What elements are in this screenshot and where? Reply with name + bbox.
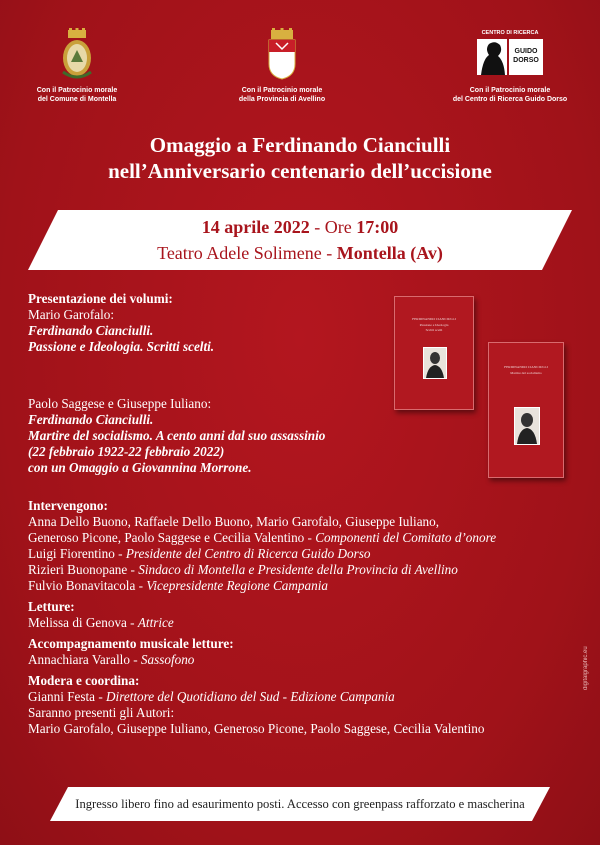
- music-heading: Accompagnamento musicale letture:: [28, 636, 234, 651]
- patron-line-2: della Provincia di Avellino: [238, 96, 326, 103]
- centro-dorso-logo: [475, 28, 545, 80]
- readings-name: Melissa di Genova -: [28, 615, 138, 630]
- moderation-line: [28, 689, 568, 705]
- vol2-authors: Paolo Saggese e Giuseppe Iuliano:: [28, 396, 212, 411]
- speakers-line-4-role: Sindaco di Montella e Presidente della Provincia di Avellino: [138, 562, 458, 577]
- book2-title-2: Martire del socialismo: [510, 371, 542, 375]
- speakers-line-3-role: Presidente del Centro di Ricerca Guido Dorso: [125, 546, 371, 561]
- vol1-title-2: Passione e Ideologia. Scritti scelti.: [28, 339, 215, 354]
- event-place: Montella (Av): [336, 243, 443, 263]
- vol2-title-3: (22 febbraio 1922-22 febbraio 2022): [28, 444, 225, 459]
- vol2-title-4: con un Omaggio a Giovannina Morrone.: [28, 460, 252, 475]
- book1-title-1: FERDINANDO CIANCIULLI: [412, 317, 456, 321]
- centro-logo-name-1: GUIDO: [514, 48, 538, 55]
- centro-logo-name-2: DORSO: [513, 57, 539, 64]
- moderation-role: Direttore del Quotidiano del Sud - Edizione Campania: [106, 689, 395, 704]
- title-line-1: Omaggio a Ferdinando Cianciulli: [149, 133, 451, 157]
- event-venue: Teatro Adele Solimene -: [157, 243, 337, 263]
- speakers-line-5-name: Fulvio Bonavitacola -: [28, 578, 147, 593]
- vol2-title-1: Ferdinando Cianciulli.: [28, 412, 154, 427]
- music-line: [28, 652, 568, 668]
- program-content: [28, 291, 568, 737]
- speakers-line-2-names: Generoso Picone, Paolo Saggese e Cecilia Valentino -: [28, 530, 316, 545]
- centro-logo-top: CENTRO DI RICERCA: [481, 30, 539, 36]
- vol2-title-2: Martire del socialismo. A cento anni dal suo assassinio: [28, 428, 326, 443]
- speakers-line-4: [28, 562, 568, 578]
- event-date-line: [28, 216, 572, 238]
- music-role: Sassofono: [140, 652, 195, 667]
- event-banner: [28, 210, 572, 270]
- speakers-line-5: [28, 578, 568, 594]
- speakers-line-1: Anna Dello Buono, Raffaele Dello Buono, Mario Garofalo, Giuseppe Iuliano,: [28, 514, 440, 529]
- speakers-line-4-name: Rizieri Buonopane -: [28, 562, 139, 577]
- patron-line-1: Con il Patrocinio morale: [36, 87, 118, 94]
- readings-heading: Letture:: [28, 599, 75, 614]
- event-time-prefix: - Ore: [309, 217, 357, 237]
- patron-comune-montella: [22, 28, 132, 104]
- authors-intro: Saranno presenti gli Autori:: [28, 705, 175, 720]
- patron-centro-dorso: [440, 28, 580, 104]
- moderation-heading: Modera e coordina:: [28, 673, 140, 688]
- vol1-title-1: Ferdinando Cianciulli.: [28, 323, 154, 338]
- readings-line: [28, 615, 568, 631]
- event-venue-line: [28, 242, 572, 264]
- patron-provincia-avellino: [222, 28, 342, 104]
- speakers-line-3-name: Luigi Fiorentino -: [28, 546, 126, 561]
- designer-credit: digitalgraphic.eu: [583, 646, 589, 690]
- footer-banner: [50, 787, 550, 821]
- patron-line-1: Con il Patrocinio morale: [469, 87, 551, 94]
- speakers-line-2-role: Componenti del Comitato d’onore: [315, 530, 497, 545]
- patron-line-2: del Centro di Ricerca Guido Dorso: [452, 96, 568, 103]
- event-title: [0, 132, 600, 184]
- vol1-authors: Mario Garofalo:: [28, 307, 115, 322]
- dorso-portrait-icon: [477, 39, 507, 75]
- moderation-name: Gianni Festa -: [28, 689, 107, 704]
- title-line-2: nell’Anniversario centenario dell’uccisione: [108, 159, 492, 183]
- footer-text: Ingresso libero fino ad esaurimento posti. Accesso con greenpass rafforzato e mascherina: [75, 797, 525, 811]
- book1-title-2: Passione e Ideologia: [419, 323, 449, 327]
- patron-line-1: Con il Patrocinio morale: [241, 87, 323, 94]
- patron-line-2: del Comune di Montella: [37, 96, 117, 103]
- provincia-avellino-crest-icon: [267, 28, 297, 80]
- book2-title-1: FERDINANDO CIANCIULLI: [504, 365, 548, 369]
- speakers-heading: Intervengono:: [28, 498, 108, 513]
- presentation-heading: Presentazione dei volumi:: [28, 291, 173, 306]
- event-time: 17:00: [356, 217, 399, 237]
- music-name: Annachiara Varallo -: [28, 652, 141, 667]
- speakers-line-2: [28, 530, 568, 546]
- event-date: 14 aprile 2022: [201, 217, 310, 237]
- speakers-line-5-role: Vicepresidente Regione Campania: [146, 578, 328, 593]
- readings-role: Attrice: [137, 615, 174, 630]
- speakers-line-3: [28, 546, 568, 562]
- book1-title-3: Scritti scelti: [425, 328, 443, 332]
- comune-montella-crest-icon: [60, 28, 94, 80]
- authors-list: Mario Garofalo, Giuseppe Iuliano, Generoso Picone, Paolo Saggese, Cecilia Valentino: [28, 721, 485, 736]
